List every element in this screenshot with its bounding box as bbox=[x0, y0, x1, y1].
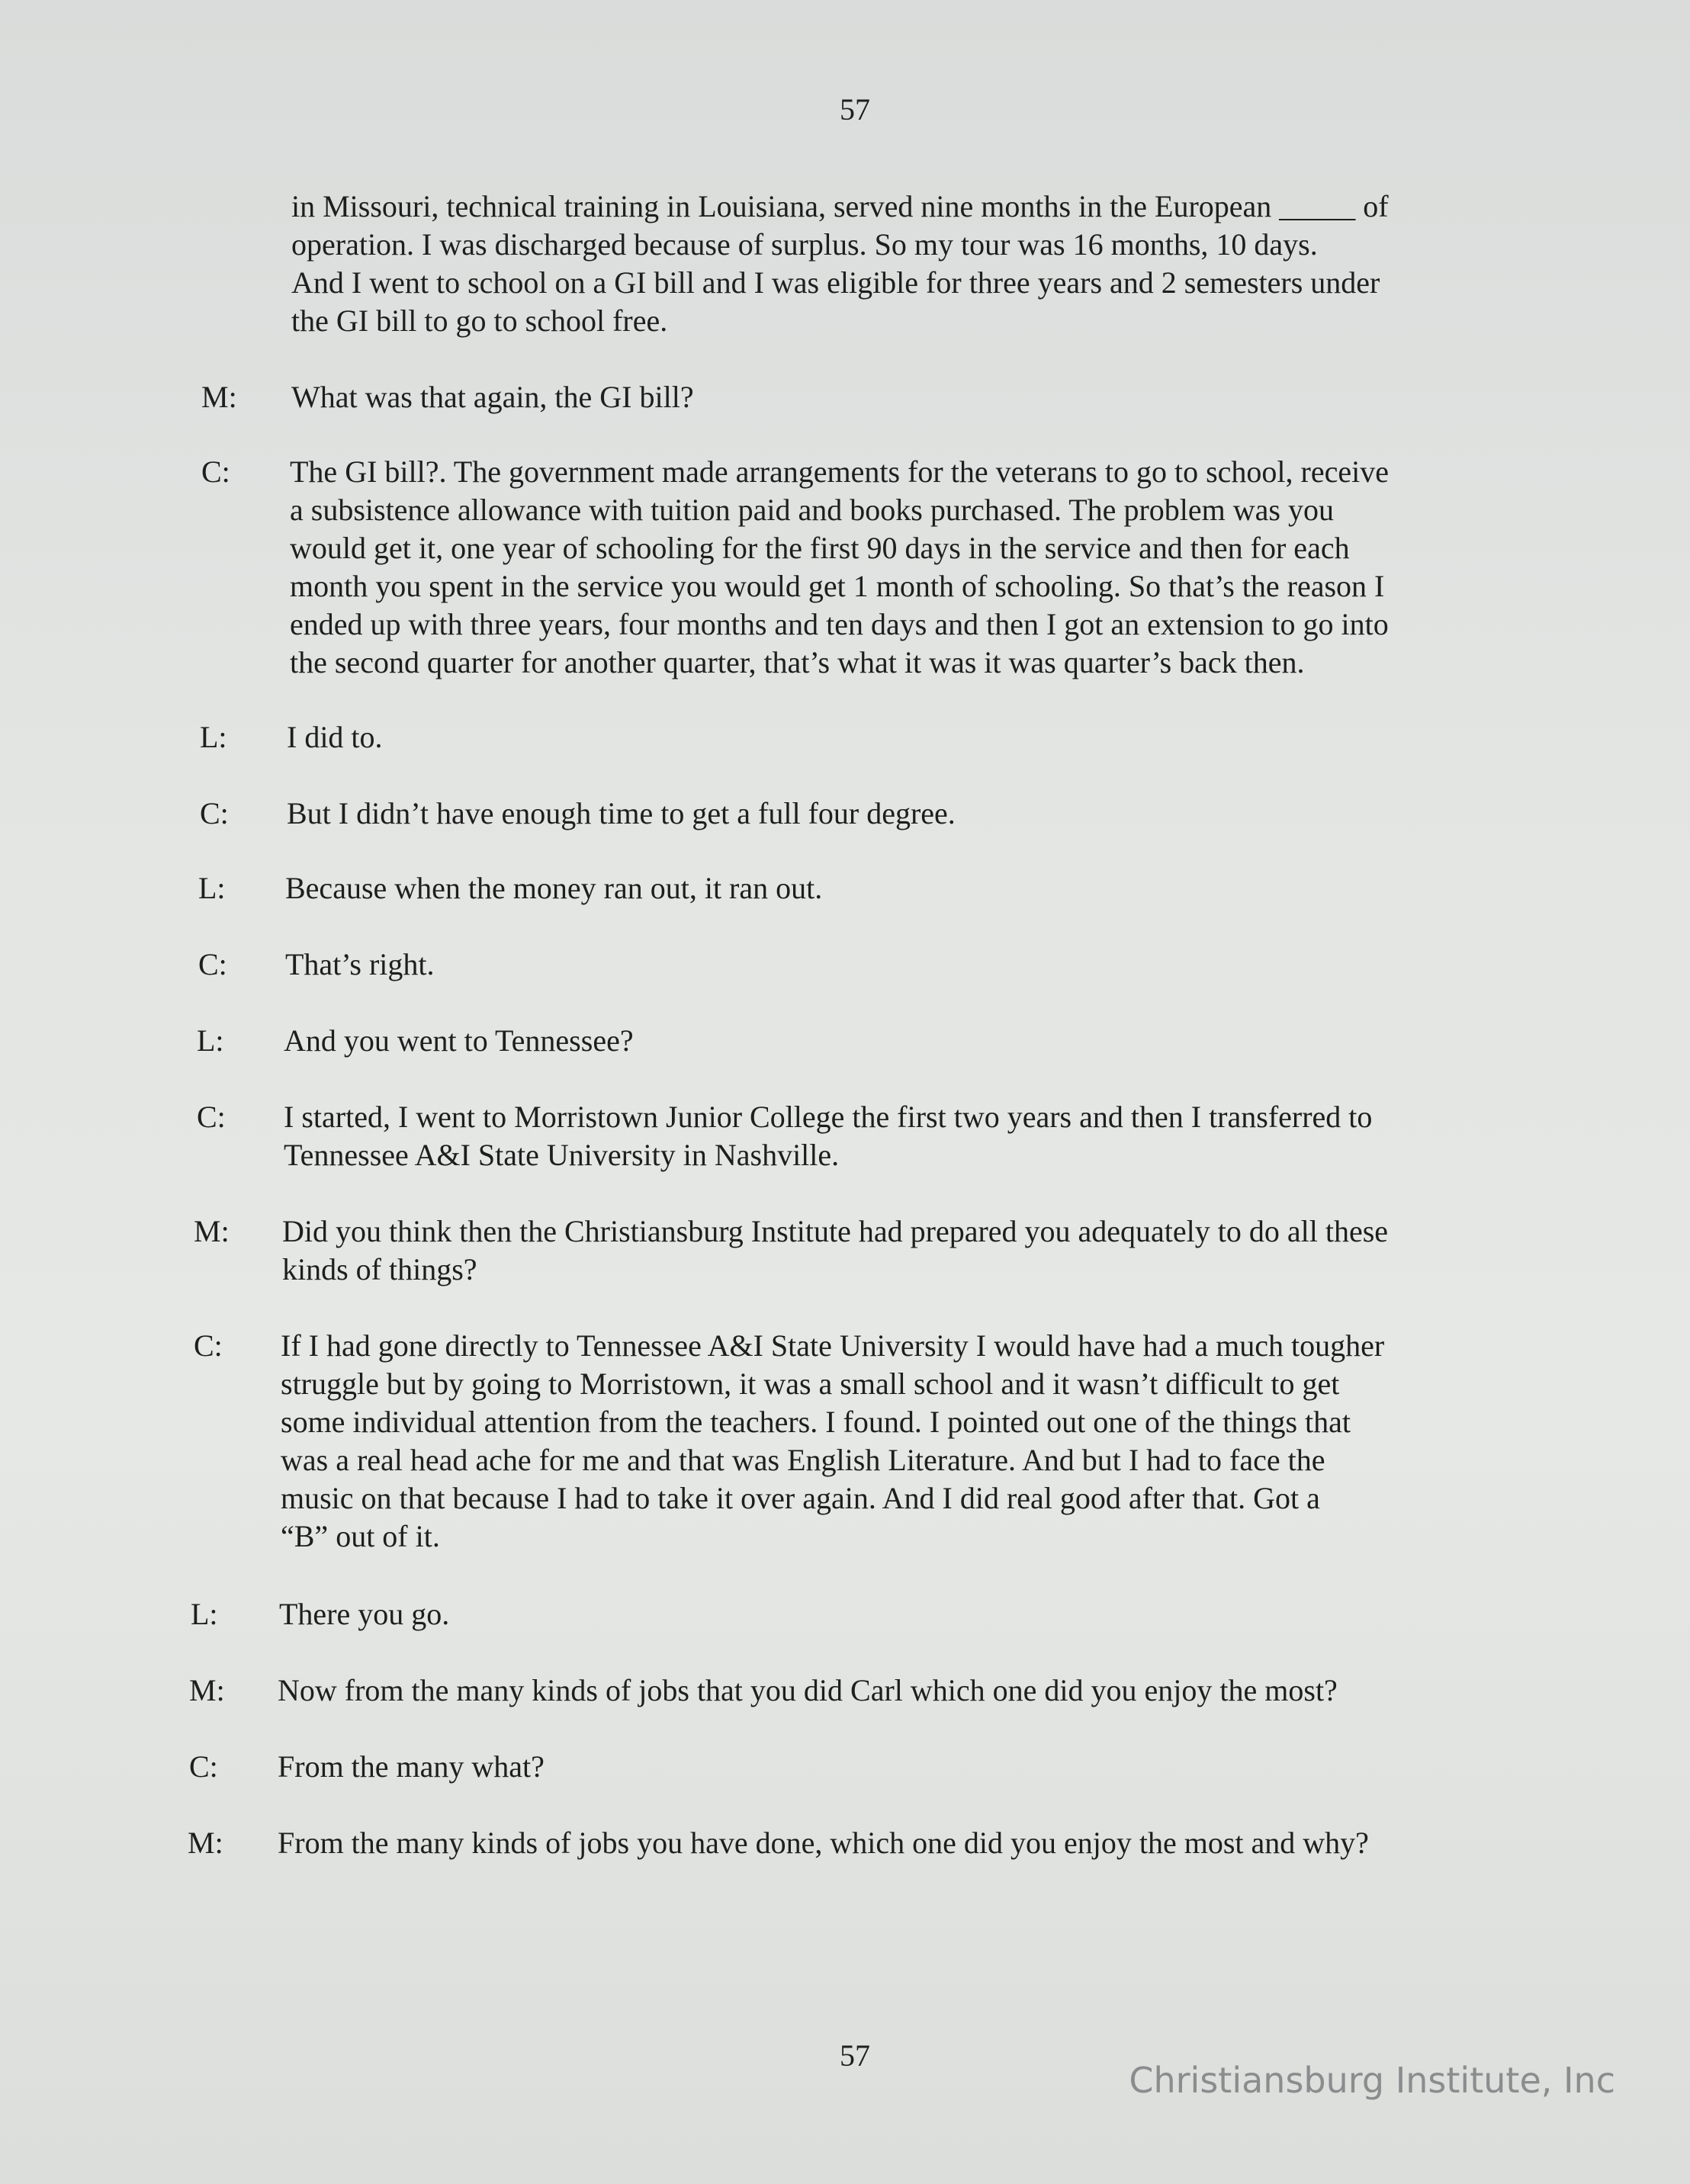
text-line: Tennessee A&I State University in Nashville. bbox=[284, 1138, 840, 1172]
utterance bbox=[282, 1212, 1533, 1289]
text-line: in Missouri, technical training in Louisiana, served nine months in the European _____ of bbox=[291, 189, 1389, 223]
speaker-label: C: bbox=[198, 947, 227, 981]
text-line: I started, I went to Morristown Junior College the first two years and then I transferred to bbox=[284, 1100, 1373, 1134]
speaker-label: L: bbox=[198, 871, 226, 905]
speaker-label: M: bbox=[188, 1826, 223, 1860]
text-line: month you spent in the service you would get 1 month of schooling. So that’s the reason I bbox=[290, 569, 1385, 603]
text-line: a subsistence allowance with tuition paid and books purchased. The problem was you bbox=[290, 493, 1334, 527]
utterance bbox=[281, 1327, 1531, 1556]
text-line: Because when the money ran out, it ran out. bbox=[285, 871, 823, 905]
text-line: music on that because I had to take it over again. And I did real good after that. Got a bbox=[281, 1481, 1320, 1515]
text-line: And I went to school on a GI bill and I was eligible for three years and 2 semesters under bbox=[291, 265, 1380, 300]
text-line: some individual attention from the teachers. I found. I pointed out one of the things that bbox=[281, 1405, 1351, 1439]
text-line: That’s right. bbox=[285, 947, 435, 981]
text-line: the second quarter for another quarter, that’s what it was it was quarter’s back then. bbox=[290, 645, 1305, 679]
text-line: was a real head ache for me and that was English Literature. And but I had to face the bbox=[281, 1443, 1325, 1477]
page-number-top: 57 bbox=[840, 92, 870, 127]
text-line: operation. I was discharged because of surplus. So my tour was 16 months, 10 days. bbox=[291, 227, 1318, 262]
text-line: From the many what? bbox=[278, 1749, 545, 1784]
speaker-label: C: bbox=[197, 1100, 226, 1134]
speaker-label: L: bbox=[200, 720, 227, 754]
text-line: From the many kinds of jobs you have done, which one did you enjoy the most and why? bbox=[278, 1826, 1369, 1860]
speaker-label: M: bbox=[201, 380, 237, 414]
utterance bbox=[278, 1824, 1528, 1862]
utterance bbox=[278, 1748, 1528, 1786]
speaker-label: L: bbox=[191, 1597, 218, 1631]
utterance bbox=[279, 1595, 1530, 1633]
utterance bbox=[287, 795, 1537, 833]
utterance bbox=[291, 378, 1542, 416]
page-number-bottom: 57 bbox=[840, 2038, 870, 2073]
speaker-label: M: bbox=[194, 1214, 230, 1248]
text-line: Did you think then the Christiansburg Institute had prepared you adequately to do all these bbox=[282, 1214, 1389, 1248]
utterance bbox=[287, 718, 1537, 756]
text-line: There you go. bbox=[279, 1597, 450, 1631]
text-line: “B” out of it. bbox=[281, 1519, 440, 1553]
text-line: And you went to Tennessee? bbox=[284, 1023, 634, 1058]
utterance bbox=[284, 1022, 1534, 1060]
text-line: the GI bill to go to school free. bbox=[291, 304, 668, 338]
utterance bbox=[284, 1098, 1534, 1174]
text-line: The GI bill?. The government made arrangements for the veterans to go to school, receive bbox=[290, 454, 1389, 489]
text-line: would get it, one year of schooling for the first 90 days in the service and then for each bbox=[290, 531, 1350, 565]
text-line: What was that again, the GI bill? bbox=[291, 380, 694, 414]
speaker-label: M: bbox=[189, 1673, 225, 1707]
text-line: If I had gone directly to Tennessee A&I State University I would have had a much tougher bbox=[281, 1328, 1385, 1363]
utterance bbox=[290, 453, 1541, 682]
watermark: Christiansburg Institute, Inc bbox=[1129, 2060, 1615, 2101]
speaker-label: C: bbox=[189, 1749, 218, 1784]
text-line: kinds of things? bbox=[282, 1252, 477, 1286]
speaker-label: L: bbox=[197, 1023, 224, 1058]
utterance bbox=[278, 1672, 1528, 1710]
text-line: But I didn’t have enough time to get a full four degree. bbox=[287, 796, 956, 830]
text-line: struggle but by going to Morristown, it was a small school and it wasn’t difficult to get bbox=[281, 1367, 1340, 1401]
utterance bbox=[285, 869, 1536, 907]
text-line: ended up with three years, four months and ten days and then I got an extension to go into bbox=[290, 607, 1389, 641]
intro-paragraph bbox=[291, 188, 1512, 340]
text-line: I did to. bbox=[287, 720, 383, 754]
speaker-label: C: bbox=[201, 454, 230, 489]
speaker-label: C: bbox=[194, 1328, 223, 1363]
utterance bbox=[285, 946, 1536, 984]
text-line: Now from the many kinds of jobs that you did Carl which one did you enjoy the most? bbox=[278, 1673, 1338, 1707]
speaker-label: C: bbox=[200, 796, 229, 830]
